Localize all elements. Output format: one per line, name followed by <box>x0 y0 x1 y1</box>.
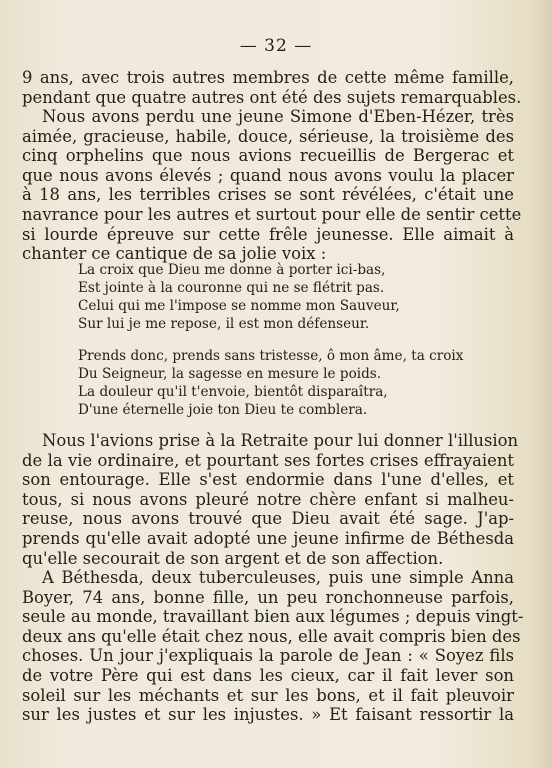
text-line: seule au monde, travaillant bien aux légumes ; depuis vingt- <box>22 607 524 627</box>
text-line: A Béthesda, deux tuberculeuses, puis une simple Anna <box>42 568 514 587</box>
text-line: prends qu'elle avait adopté une jeune infirme de Béthesda <box>22 528 514 548</box>
poem-verse: Sur lui je me repose, il est mon défenseur. <box>78 316 370 332</box>
paragraph-4 <box>22 568 524 725</box>
poem-stanza-2 <box>78 347 498 419</box>
text-line: choses. Un jour j'expliquais la parole de Jean : « Soyez fils <box>22 646 514 666</box>
poem-verse: Prends donc, prends sans tristesse, ô mon âme, ta croix <box>78 348 464 364</box>
poem-verse: La douleur qu'il t'envoie, bientôt disparaîtra, <box>78 384 388 400</box>
text-line: deux ans qu'elle était chez nous, elle avait compris bien des <box>22 626 521 646</box>
poem-verse: La croix que Dieu me donne à porter ici-bas, <box>78 262 386 278</box>
poem-verse: Du Seigneur, la sagesse en mesure le poids. <box>78 366 382 382</box>
text-line: son entourage. Elle s'est endormie dans l'une d'elles, et <box>22 470 514 490</box>
text-line: 9 ans, avec trois autres membres de cette même famille, <box>22 68 514 87</box>
text-line: aimée, gracieuse, habile, douce, sérieuse, la troisième des <box>22 126 514 146</box>
page-number: — 32 — <box>239 36 313 56</box>
paragraph-2 <box>22 107 522 264</box>
text-line: qu'elle secourait de son argent et de son affection. <box>22 548 444 568</box>
text-line: reuse, nous avons trouvé que Dieu avait été sage. J'ap- <box>22 509 514 529</box>
text-line: navrance pour les autres et surtout pour elle de sentir cette <box>22 204 522 224</box>
text-line: chanter ce cantique de sa jolie voix : <box>22 244 327 264</box>
text-line: si lourde épreuve sur cette frêle jeunesse. Elle aimait à <box>22 224 514 244</box>
text-line: cinq orphelins que nous avions recueillis de Bergerac et <box>22 146 514 166</box>
text-line: sur les justes et sur les injustes. » Et faisant ressortir la <box>22 705 514 725</box>
poem-verse: Celui qui me l'impose se nomme mon Sauveur, <box>78 298 400 314</box>
text-line: pendant que quatre autres ont été des sujets remarquables. <box>22 87 522 107</box>
paragraph-1 <box>22 68 522 107</box>
poem-verse: D'une éternelle joie ton Dieu te comblera. <box>78 402 368 418</box>
cantique-poem <box>78 261 498 419</box>
text-line: Boyer, 74 ans, bonne fille, un peu ronchonneuse parfois, <box>22 587 514 607</box>
text-line: de la vie ordinaire, et pourtant ses fortes crises effrayaient <box>22 450 514 470</box>
poem-verse: Est jointe à la couronne qui ne se flétrit pas. <box>78 280 385 296</box>
poem-stanza-1 <box>78 261 498 333</box>
text-line: Nous l'avions prise à la Retraite pour lui donner l'illusion <box>42 431 519 450</box>
text-line: tous, si nous avons pleuré notre chère enfant si malheu- <box>22 489 514 509</box>
paragraph-3 <box>22 431 519 568</box>
text-line: à 18 ans, les terribles crises se sont révélées, c'était une <box>22 185 514 205</box>
text-line: soleil sur les méchants et sur les bons, et il fait pleuvoir <box>22 685 514 705</box>
text-line: que nous avons élevés ; quand nous avons voulu la placer <box>22 165 514 185</box>
text-line: Nous avons perdu une jeune Simone d'Eben-Hézer, très <box>42 107 514 126</box>
text-line: de votre Père qui est dans les cieux, car il fait lever son <box>22 665 514 685</box>
